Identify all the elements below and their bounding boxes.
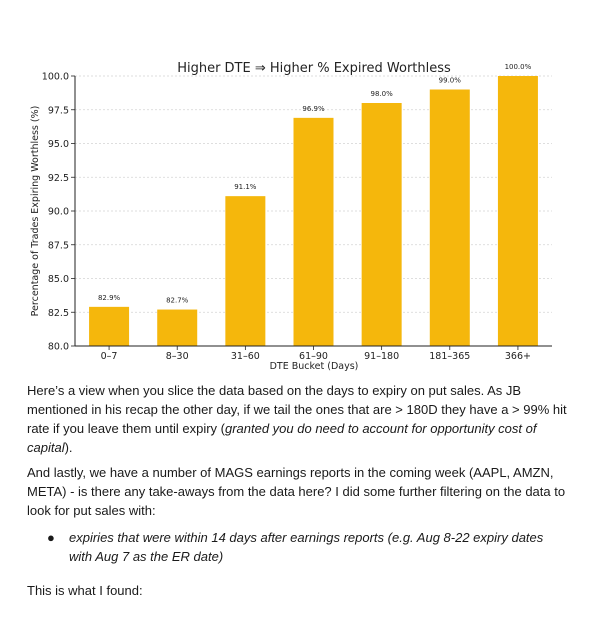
bar-value-label: 96.9% — [302, 104, 325, 113]
chart-y-axis-label: Percentage of Trades Expiring Worthless (%) — [30, 105, 41, 317]
bullet-text: expiries that were within 14 days after earnings reports (e.g. Aug 8-22 expiry dates with Aug 7 as the ER date) — [69, 530, 544, 564]
y-tick-label: 87.5 — [47, 240, 69, 252]
y-tick-label: 97.5 — [47, 105, 69, 117]
bar-value-label: 98.0% — [370, 90, 393, 98]
paragraph-dte-text: Here’s a view when you slice the data based on the days to expiry on put sales. As JB mentioned in his recap the other day, if we tail the ones that are > 180D they have a > 99% hit rate if you leave them until expiry ( — [27, 383, 567, 436]
chart-bars — [89, 63, 538, 346]
bullet-marker: ● — [47, 530, 55, 545]
x-tick-label: 31–60 — [230, 351, 260, 362]
y-tick-label: 85.0 — [47, 274, 69, 285]
paragraph-dte-end: ). — [64, 440, 73, 455]
bar — [294, 118, 334, 346]
x-tick-label: 366+ — [504, 351, 531, 362]
bar — [157, 310, 197, 346]
x-tick-label: 181–365 — [429, 351, 471, 362]
y-tick-label: 82.5 — [47, 307, 69, 319]
x-tick-label: 8–30 — [165, 351, 189, 362]
x-tick-label: 0–7 — [100, 351, 118, 362]
bar-value-label: 82.9% — [97, 293, 121, 302]
paragraph-earnings: And lastly, we have a number of MAGS earnings reports in the coming week (AAPL, AMZN, META) - is there any take-aways from the data here? I did some further filtering on the data to look for put sales with: — [27, 465, 566, 518]
x-tick-label: 91–180 — [364, 351, 400, 362]
paragraph-found: This is what I found: — [27, 583, 143, 598]
y-tick-label: 80.0 — [47, 341, 69, 353]
bar — [225, 196, 265, 346]
bar-value-label: 100.0% — [504, 63, 532, 71]
bar-value-label: 99.0% — [438, 76, 461, 85]
y-tick-label: 92.5 — [47, 172, 69, 184]
bar — [430, 90, 470, 347]
bar — [498, 76, 538, 346]
chart-x-axis-label: DTE Bucket (Days) — [269, 361, 359, 372]
paragraph-dte-italic: granted you do need to account for opportunity cost of capital — [27, 421, 537, 455]
x-tick-label: 61–90 — [299, 351, 328, 362]
bar-value-label: 91.1% — [234, 183, 257, 192]
bar — [362, 103, 402, 346]
y-tick-label: 90.0 — [47, 206, 69, 218]
bar — [89, 307, 129, 346]
chart-title: Higher DTE ⇒ Higher % Expired Worthless — [177, 61, 451, 76]
paragraph-dte-analysis — [27, 381, 572, 457]
y-tick-label: 95.0 — [47, 139, 69, 150]
bar-value-label: 82.7% — [166, 296, 189, 305]
y-tick-label: 100.0 — [41, 71, 69, 83]
